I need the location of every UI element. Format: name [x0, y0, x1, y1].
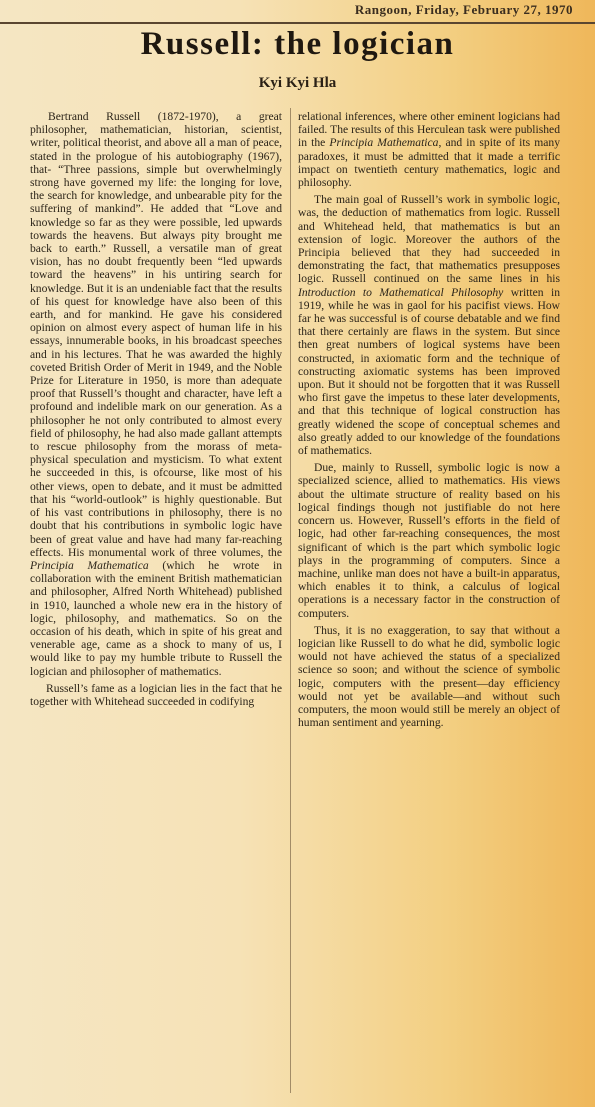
text-run: (which he wrote in collaboration with the eminent British mathematician and philosopher, Alfred North Whitehead) published in 1910, launched a whole new era in the history of logic, philosophy, and mathematics. So on the occasion of his death, which in spite of his great and venerable age, came as a shock to many of us, I would like to pay my humble tribute to Russell the logician and philosopher of mathematics. — [30, 558, 282, 678]
article-column-right — [298, 110, 560, 733]
dateline: Rangoon, Friday, February 27, 1970 — [354, 2, 573, 17]
italic-title: Introduction to Mathematical Philosophy — [298, 285, 504, 299]
text-run: written in 1919, while he was in gaol for his pacifist views. How far he was successful is of course debatable and we find that there certainly are flaws in the system. But since then great numbers of logical systems have been constructed, in axiomatic form and the technique of constructing axiomatic systems has been improved upon. But it should not be forgotten that it was Russell who first gave the impetus to these later developments, and that this technique of logical construction has greatly widened the scope of conceptual schemes and also greatly added to our knowledge of the foundations of mathematics. — [298, 285, 560, 458]
byline: Kyi Kyi Hla — [258, 75, 337, 91]
paragraph — [30, 110, 282, 678]
text-run: relational inferences, where other eminent logicians had failed. The results of this Herculean task were published in the — [298, 110, 560, 150]
paragraph: Russell’s fame as a logician lies in the fact that he together with Whitehead succeeded in codifying — [30, 681, 282, 708]
paragraph: Due, mainly to Russell, symbolic logic is now a specialized science, allied to mathematics. His views about the ultimate structure of reality based on his logical findings though not justifiable do not here concern us. However, Russell’s efforts in the field of logic, had other far-reaching consequences, the most significant of which is the part which symbolic logic plays in the programming of computers. Since a machine, unlike man does not have a built-in apparatus, which enables it to think, a calculus of logical operations is a necessary factor in the construction of computers. — [298, 461, 560, 620]
italic-title: Principia Mathematica — [329, 136, 439, 150]
text-run: , and in spite of its many paradoxes, it must be admitted that it made a terrific impact on twentieth century mathematics, logic and philosophy. — [298, 136, 560, 190]
header-rule — [0, 22, 595, 24]
article-column-left — [30, 110, 282, 712]
headline: Russell: the logician — [140, 26, 455, 62]
paragraph — [298, 110, 560, 189]
italic-title: Principia Mathematica — [30, 558, 149, 572]
paragraph: Thus, it is no exaggeration, to say that without a logician like Russell to do what he did, symbolic logic would not have achieved the status of a specialized science so soon; and without the science of symbolic logic, computers with the present—day efficiency would not yet be available—and without such computers, the moon would still be merely an object of human sentiment and yearning. — [298, 623, 560, 730]
column-divider — [290, 108, 291, 1093]
text-run: Bertrand Russell (1872-1970), a great philosopher, mathematician, historian, scientist, writer, political theorist, and above all a man of peace, stated in the prologue of his autobiography (1967), that- “Three passions, simple but overwhelmingly strong have governed my life: the longing for love, the search for knowledge, and unbearable pity for the suffering of mankind”. He added that “Love and knowledge so far as they were possible, led upwards towards the heavens. But always pity brought me back to earth.” Russell, a versatile man of great vision, has no doubt frequently been “led upwards toward the heavens” in his untiring search for knowledge. But it is an undeniable fact that the results of his quest for knowledge have also been of this earth, and for mankind. He gave his considered opinion on almost every aspect of human life in his essays, innumerable books, in his broadcast speeches and in his lectures. That he was awarded the highly coveted British Order of Merit in 1949, and the Noble Prize for Literature in 1950, is more than adequate proof that Russell’s thought and character, have left a profound and indelible mark on our generation. As a philosopher he not only contributed to almost every field of philosophy, he had also made gallant attempts to rescue philosophy from the morass of meta-physical speculation and mysticism. To what extent he succeeded in this, is ofcourse, like most of his other views, open to debate, and it must be admitted that his “world-outlook” is highly questionable. But of his vast contributions in philosophy, there is no doubt that his contributions in symbolic logic have been of great value and have had many far-reaching effects. His monumental work of three volumes, the — [30, 110, 282, 559]
paragraph — [298, 193, 560, 457]
text-run: The main goal of Russell’s work in symbolic logic, was, the deduction of mathematics from logic. Russell and Whitehead held, that mathematics is but an extension of logic. Moreover the authors of the Principia believed that they had succeeded in demonstrating the fact, that mathematics presupposes logic. Russell continued on the same lines in his — [298, 193, 560, 286]
